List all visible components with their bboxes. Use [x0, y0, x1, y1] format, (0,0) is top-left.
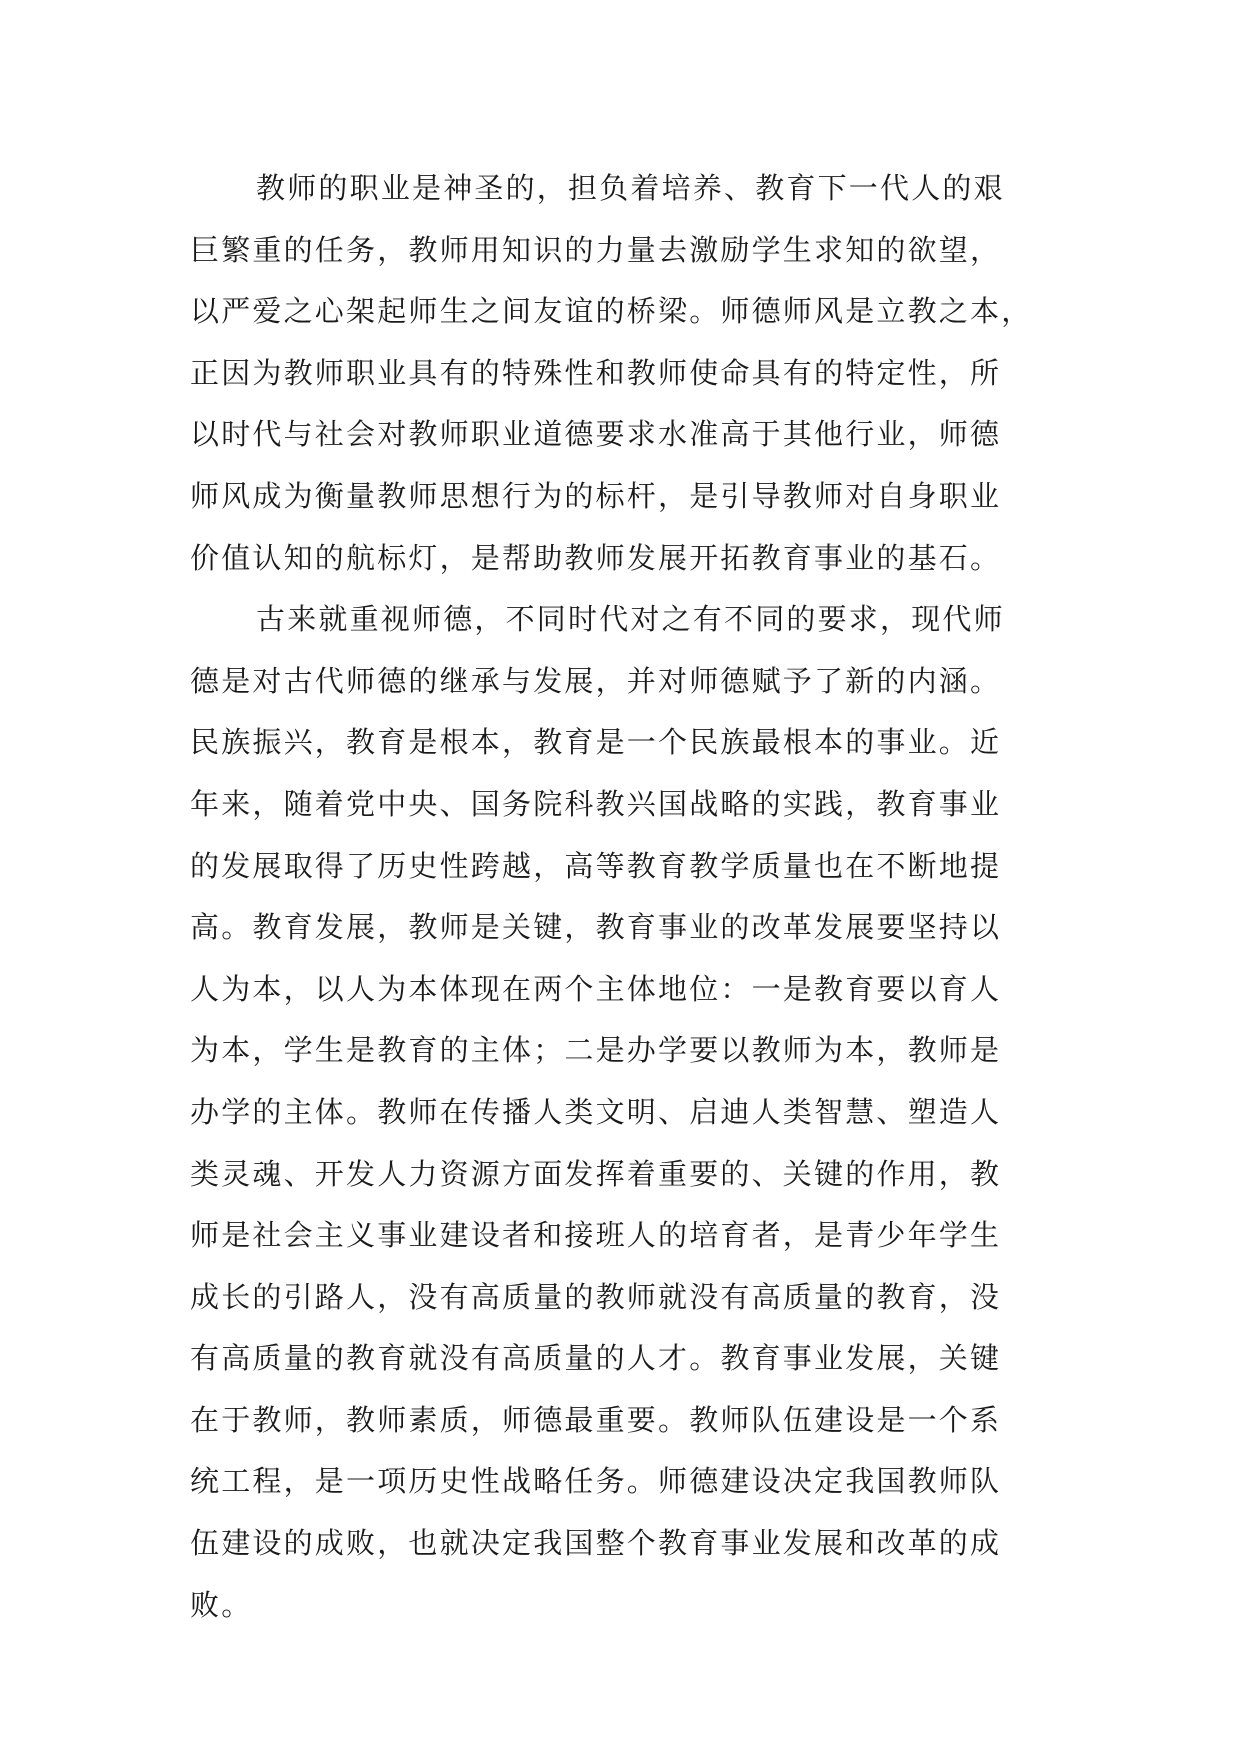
- text-line: 巨繁重的任务，教师用知识的力量去激励学生求知的欲望，: [190, 232, 1002, 267]
- text-line: 高。教育发展，教师是关键，教育事业的改革发展要坚持以: [190, 910, 1002, 945]
- text-line: 在于教师，教师素质，师德最重要。教师队伍建设是一个系: [190, 1402, 1002, 1437]
- text-line: 以严爱之心架起师生之间友谊的桥梁。师德师风是立教之本，: [190, 294, 1033, 329]
- text-line: 正因为教师职业具有的特殊性和教师使命具有的特定性，所: [190, 355, 1002, 390]
- paragraph-1: [190, 158, 1090, 589]
- text-line: 价值认知的航标灯，是帮助教师发展开拓教育事业的基石。: [190, 540, 1002, 575]
- paragraph-2: [190, 589, 1090, 1636]
- text-line: 败。: [190, 1587, 253, 1622]
- text-line: 师风成为衡量教师思想行为的标杆，是引导教师对自身职业: [190, 478, 1002, 513]
- text-line: 为本，学生是教育的主体；二是办学要以教师为本，教师是: [190, 1033, 1002, 1068]
- text-line: 的发展取得了历史性跨越，高等教育教学质量也在不断地提: [190, 848, 1002, 883]
- text-line: 以时代与社会对教师职业道德要求水准高于其他行业，师德: [190, 417, 1002, 452]
- text-line: 德是对古代师德的继承与发展，并对师德赋予了新的内涵。: [190, 663, 1002, 698]
- text-line: 人为本，以人为本体现在两个主体地位：一是教育要以育人: [190, 971, 1002, 1006]
- text-line: 民族振兴，教育是根本，教育是一个民族最根本的事业。近: [190, 725, 1002, 760]
- text-line: 统工程，是一项历史性战略任务。师德建设决定我国教师队: [190, 1464, 1002, 1499]
- text-line: 伍建设的成败，也就决定我国整个教育事业发展和改革的成: [190, 1526, 1002, 1561]
- text-line: 师是社会主义事业建设者和接班人的培育者，是青少年学生: [190, 1218, 1002, 1253]
- text-line: 有高质量的教育就没有高质量的人才。教育事业发展，关键: [190, 1341, 1002, 1376]
- text-line: 古来就重视师德，不同时代对之有不同的要求，现代师: [256, 602, 1005, 637]
- body-text: [190, 158, 1090, 1636]
- text-line: 办学的主体。教师在传播人类文明、启迪人类智慧、塑造人: [190, 1094, 1002, 1129]
- text-line: 类灵魂、开发人力资源方面发挥着重要的、关键的作用，教: [190, 1156, 1002, 1191]
- text-line: 教师的职业是神圣的，担负着培养、教育下一代人的艰: [256, 171, 1005, 205]
- text-line: 成长的引路人，没有高质量的教师就没有高质量的教育，没: [190, 1279, 1002, 1314]
- text-line: 年来，随着党中央、国务院科教兴国战略的实践，教育事业: [190, 786, 1002, 821]
